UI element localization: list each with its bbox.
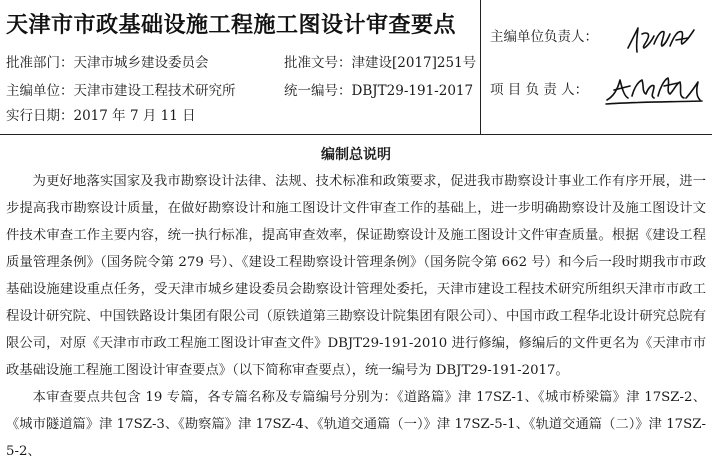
approving-dept-label: 批准部门： [6,55,74,71]
document-title: 天津市市政基础设施工程施工图设计审查要点 [6,13,457,38]
section-title: 编制总说明 [321,147,391,163]
chief-signature [624,22,700,56]
editing-unit-label: 主编单位： [6,83,74,99]
paragraph: 本审查要点共包含 19 专篇，各专篇名称及专篇编号分别为：《道路篇》津 17SZ-1、《城市桥梁篇》津 17SZ-2、《城市隧道篇》津 17SZ-3、《勘察篇》津 17SZ-4、《轨道交通篇（一）》津 17SZ-5-1、《轨道交通篇（二）》津 17SZ-5-2、 [6,390,706,459]
section-body [6,168,706,465]
approval-no-value: 津建设[2017]251号 [351,55,477,71]
approving-dept-row [6,51,209,71]
effective-date-row [6,104,196,124]
effective-date-value: 2017 年 7 月 11 日 [73,108,196,124]
chief-label: 主编单位负责人： [490,29,598,45]
editing-unit-value: 天津市建设工程技术研究所 [73,83,236,99]
editing-unit-row [6,79,236,99]
project-leader-label: 项 目 负 责 人： [490,82,589,98]
document-header [0,0,712,135]
approval-no-label: 批准文号： [284,55,352,71]
unified-no-value: DBJT29-191-2017 [351,83,474,99]
project-leader-signature [604,68,704,108]
approving-dept-value: 天津市城乡建设委员会 [73,55,209,71]
effective-date-label: 实行日期： [6,108,74,124]
paragraph: 为更好地落实国家及我市勘察设计法律、法规、技术标准和政策要求，促进我市勘察设计事业工作有序开展，进一步提高我市勘察设计质量，在做好勘察设计和施工图设计文件审查工作的基础上，进一步明确勘察设计及施工图设计文件技术审查工作主要内容，统一执行标准，提高审查效率，保证勘察设计及施工图设计文件审查质量。根据《建设工程质量管理条例》（国务院令第 279 号）、《建设工程勘察设计管理条例》（国务院令第 662 号）和今后一段时期我市市政基础设施建设重点任务，受天津市城乡建设委员会勘察设计管理处委托，天津市建设工程技术研究所组织天津市市政工程设计研究院、中国铁路设计集团有限公司（原铁道第三勘察设计院集团有限公司）、中国市政工程华北设计研究总院有限公司，对原《天津市市政工程施工图设计审查文件》DBJT29-191-2010 进行修编，修编后的文件更名为《天津市市政基础设施工程施工图设计审查要点》（以下简称审查要点），统一编号为 DBJT29-191-2017。 [6,174,706,378]
header-divider [480,0,481,134]
approval-no-row [284,51,476,71]
unified-no-row [284,79,473,99]
unified-no-label: 统一编号： [284,83,352,99]
